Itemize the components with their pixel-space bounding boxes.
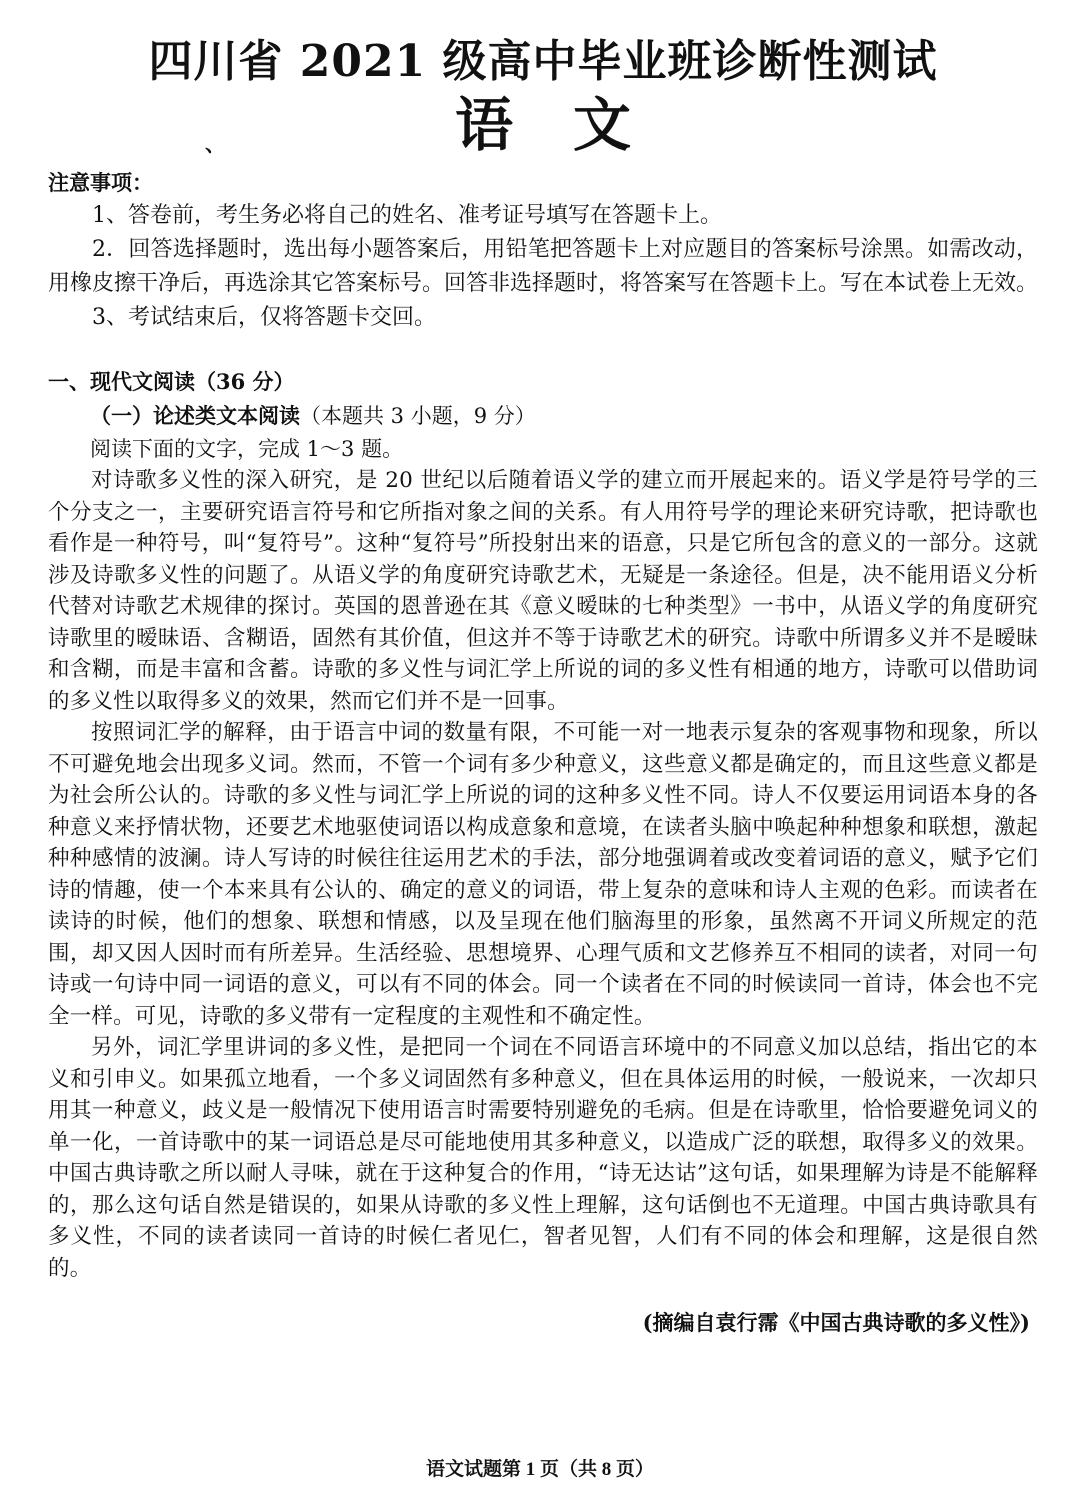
reading-instruction: 阅读下面的文字，完成 1～3 题。 xyxy=(90,437,404,461)
passage-source: (摘编自袁行霈《中国古典诗歌的多义性》) xyxy=(642,1310,1030,1335)
passage-paragraph-3: 另外，词汇学里讲词的多义性，是把同一个词在不同语言环境中的不同意义加以总结，指出它的本义和引申义。如果孤立地看，一个多义词固然有多种意义，但在具体运用的时候，一般说来，一次却只用其一种意义，歧义是一般情况下使用语言时需要特别避免的毛病。但是在诗歌里，恰恰要避免词义的单一化，一首诗歌中的某一词语总是尽可能地使用其多种意义，以造成广泛的联想，取得多义的效果。中国古典诗歌之所以耐人寻味，就在于这种复合的作用，“诗无达诂”这句话，如果理解为诗是不能解释的，那么这句话自然是错误的，如果从诗歌的多义性上理解，这句话倒也不无道理。中国古典诗歌具有多义性，不同的读者读同一首诗的时候仁者见仁，智者见智，人们有不同的体会和理解，这是很自然的。 xyxy=(48,1035,1038,1281)
subject-title: 语文 xyxy=(454,91,691,159)
exam-title: 四川省 2021 级高中毕业班诊断性测试 xyxy=(148,36,938,87)
sub-heading-detail: （本题共 3 小题，9 分） xyxy=(300,404,536,428)
page-footer: 语文试题第 1 页（共 8 页） xyxy=(425,1459,654,1480)
notice-heading: 注意事项： xyxy=(48,170,153,195)
sub-heading xyxy=(48,399,1038,433)
notice-item-1: 1、答卷前，考生务必将自己的姓名、准考证号填写在答题卡上。 xyxy=(92,203,722,228)
notice-item-3: 3、考试结束后，仅将答题卡交回。 xyxy=(92,305,436,330)
notice-item-2: 2．回答选择题时，选出每小题答案后，用铅笔把答题卡上对应题目的答案标号涂黑。如需改动，用橡皮擦干净后，再选涂其它答案标号。回答非选择题时，将答案写在答题卡上。写在本试卷上无效。 xyxy=(48,237,1039,296)
passage-paragraph-2: 按照词汇学的解释，由于语言中词的数量有限，不可能一对一地表示复杂的客观事物和现象，所以不可避免地会出现多义词。然而，不管一个词有多少种意义，这些意义都是确定的，而且这些意义都是为社会所公认的。诗歌的多义性与词汇学上所说的词的这种多义性不同。诗人不仅要运用词语本身的各种意义来抒情状物，还要艺术地驱使词语以构成意象和意境，在读者头脑中唤起种种想象和联想，激起种种感情的波澜。诗人写诗的时候往往运用艺术的手法，部分地强调着或改变着词语的意义，赋予它们诗的情趣，使一个本来具有公认的、确定的意义的词语，带上复杂的意味和诗人主观的色彩。而读者在读诗的时候，他们的想象、联想和情感，以及呈现在他们脑海里的形象，虽然离不开词义所规定的范围，却又因人因时而有所差异。生活经验、思想境界、心理气质和文艺修养互不相同的读者，对同一句诗或一句诗中同一词语的意义，可以有不同的体会。同一个读者在不同的时候读同一首诗，体会也不完全一样。可见，诗歌的多义带有一定程度的主观性和不确定性。 xyxy=(48,720,1038,1029)
passage-paragraph-1: 对诗歌多义性的深入研究，是 20 世纪以后随着语义学的建立而开展起来的。语义学是符号学的三个分支之一，主要研究语言符号和它所指对象之间的关系。有人用符号学的理论来研究诗歌，把诗歌也看作是一种符号，叫“复符号”。这种“复符号”所投射出来的语意，只是它所包含的意义的一部分。这就涉及诗歌多义性的问题了。从语义学的角度研究诗歌艺术，无疑是一条途径。但是，决不能用语义分析代替对诗歌艺术规律的探讨。英国的恩普逊在其《意义暧昧的七种类型》一书中，从语义学的角度研究诗歌里的暧昧语、含糊语，固然有其价值，但这并不等于诗歌艺术的研究。诗歌中所谓多义并不是暧昧和含糊，而是丰富和含蓄。诗歌的多义性与词汇学上所说的词的多义性有相通的地方，诗歌可以借助词的多义性以取得多义的效果，然而它们并不是一回事。 xyxy=(48,468,1038,714)
notice-block xyxy=(48,166,1038,335)
section-modern-reading xyxy=(48,365,1038,1340)
sub-heading-label: （一）论述类文本阅读 xyxy=(90,403,300,428)
stray-mark: 、 xyxy=(205,132,225,156)
section-heading: 一、现代文阅读（36 分） xyxy=(48,369,295,394)
